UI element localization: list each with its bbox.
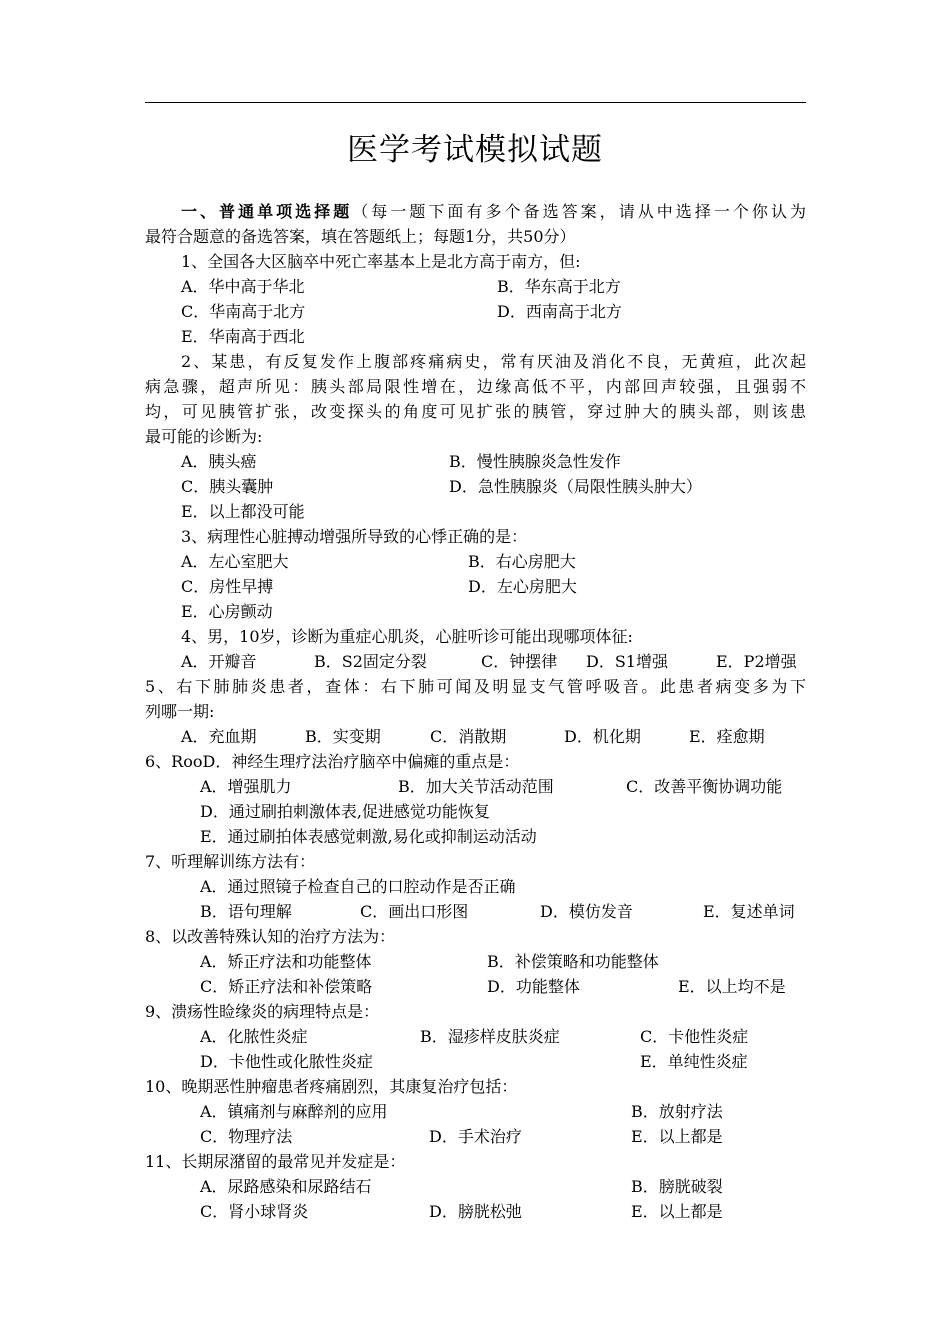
option-d: D．手术治疗 xyxy=(429,1127,522,1146)
header-rule xyxy=(145,102,806,103)
option-d: D．S1增强 xyxy=(586,652,668,671)
option-c: C．钟摆律 xyxy=(481,652,558,671)
option-c: C．胰头囊肿 xyxy=(181,477,274,496)
option-c: C．华南高于北方 xyxy=(181,302,306,321)
question-stem-line4: 最可能的诊断为: xyxy=(145,427,263,446)
option-a: A．华中高于华北 xyxy=(181,277,305,296)
option-d: D．卡他性或化脓性炎症 xyxy=(200,1052,373,1071)
option-c: C．矫正疗法和补偿策略 xyxy=(200,977,373,996)
question-stem: 10、晚期恶性肿瘤患者疼痛剧烈，其康复治疗包括： xyxy=(145,1077,518,1096)
question-stem-line2: 列哪一期: xyxy=(145,702,215,721)
option-e: E．华南高于西北 xyxy=(181,327,305,346)
question-stem: 8、以改善特殊认知的治疗方法为： xyxy=(145,927,396,946)
option-e: E．以上都没可能 xyxy=(181,502,305,521)
option-a: A．开瓣音 xyxy=(181,652,257,671)
option-d: D．西南高于北方 xyxy=(497,302,622,321)
option-a: A．通过照镜子检查自己的口腔动作是否正确 xyxy=(200,877,516,896)
option-c: C．物理疗法 xyxy=(200,1127,293,1146)
option-c: C．画出口形图 xyxy=(360,902,469,921)
option-c: C．房性早搏 xyxy=(181,577,274,596)
question-stem: 6、RooD．神经生理疗法治疗脑卒中偏瘫的重点是： xyxy=(145,752,520,771)
option-b: B．放射疗法 xyxy=(631,1102,723,1121)
option-a: A．尿路感染和尿路结石 xyxy=(200,1177,372,1196)
page-title: 医学考试模拟试题 xyxy=(347,132,603,168)
option-b: B．语句理解 xyxy=(200,902,292,921)
question-stem: 4、男，10岁，诊断为重症心肌炎，心脏听诊可能出现哪项体征: xyxy=(181,627,633,646)
option-e: E．通过刷拍体表感觉刺激,易化或抑制运动活动 xyxy=(200,827,537,846)
option-d: D．通过刷拍刺激体表,促进感觉功能恢复 xyxy=(200,802,490,821)
option-e: E．复述单词 xyxy=(703,902,795,921)
option-e: E．以上都是 xyxy=(631,1127,723,1146)
option-d: D．膀胱松弛 xyxy=(429,1202,522,1221)
question-stem: 1、全国各大区脑卒中死亡率基本上是北方高于南方，但: xyxy=(181,252,581,271)
section-heading: 一、普通单项选择题 xyxy=(181,202,353,221)
option-e: E．以上均不是 xyxy=(678,977,786,996)
question-stem-line2: 病急骤，超声所见：胰头部局限性增在，边缘高低不平，内部回声较强，且强弱不 xyxy=(145,377,806,396)
question-stem: 7、听理解训练方法有： xyxy=(145,852,316,871)
question-stem: 3、病理性心脏搏动增强所导致的心悸正确的是： xyxy=(181,527,528,546)
option-a: A．镇痛剂与麻醉剂的应用 xyxy=(200,1102,388,1121)
option-a: A．化脓性炎症 xyxy=(200,1027,308,1046)
option-c: C．肾小球肾炎 xyxy=(200,1202,309,1221)
option-c: C．改善平衡协调功能 xyxy=(626,777,783,796)
option-c: C．卡他性炎症 xyxy=(640,1027,749,1046)
question-stem-line1: 5、右下肺肺炎患者，查体：右下肺可闻及明显支气管呼吸音。此患者病变多为下 xyxy=(145,677,806,696)
option-c: C．消散期 xyxy=(430,727,507,746)
option-a: A．矫正疗法和功能整体 xyxy=(200,952,372,971)
question-stem: 9、溃疡性睑缘炎的病理特点是： xyxy=(145,1002,380,1021)
option-b: B．膀胱破裂 xyxy=(631,1177,723,1196)
option-b: B．湿疹样皮肤炎症 xyxy=(420,1027,560,1046)
option-d: D．左心房肥大 xyxy=(468,577,577,596)
option-b: B．慢性胰腺炎急性发作 xyxy=(449,452,621,471)
option-e: E．P2增强 xyxy=(716,652,797,671)
option-d: D．模仿发音 xyxy=(540,902,633,921)
option-a: A．左心室肥大 xyxy=(181,552,289,571)
option-b: B．加大关节活动范围 xyxy=(398,777,554,796)
option-b: B．右心房肥大 xyxy=(468,552,576,571)
option-b: B．补偿策略和功能整体 xyxy=(487,952,659,971)
question-stem-line3: 均，可见胰管扩张，改变探头的角度可见扩张的胰管，穿过肿大的胰头部，则该患 xyxy=(145,402,806,421)
question-stem-line1: 2、某患，有反复发作上腹部疼痛病史，常有厌油及消化不良，无黄疸，此次起 xyxy=(181,352,806,371)
section-intro-line2: 最符合题意的备选答案，填在答题纸上；每题1分，共50分） xyxy=(145,227,576,246)
option-b: B．实变期 xyxy=(305,727,381,746)
option-b: B．华东高于北方 xyxy=(497,277,621,296)
option-d: D．急性胰腺炎（局限性胰头肿大） xyxy=(449,477,702,496)
option-a: A．增强肌力 xyxy=(200,777,292,796)
option-a: A．充血期 xyxy=(181,727,257,746)
option-e: E．痊愈期 xyxy=(689,727,765,746)
option-e: E．以上都是 xyxy=(631,1202,723,1221)
option-d: D．机化期 xyxy=(564,727,641,746)
option-e: E．心房颤动 xyxy=(181,602,273,621)
question-stem: 11、长期尿潴留的最常见并发症是： xyxy=(145,1152,406,1171)
option-a: A．胰头癌 xyxy=(181,452,257,471)
section-intro-line1: 一、普通单项选择题（每一题下面有多个备选答案，请从中选择一个你认为 xyxy=(181,202,806,221)
option-d: D．功能整体 xyxy=(487,977,580,996)
option-e: E．单纯性炎症 xyxy=(640,1052,748,1071)
option-b: B．S2固定分裂 xyxy=(314,652,427,671)
